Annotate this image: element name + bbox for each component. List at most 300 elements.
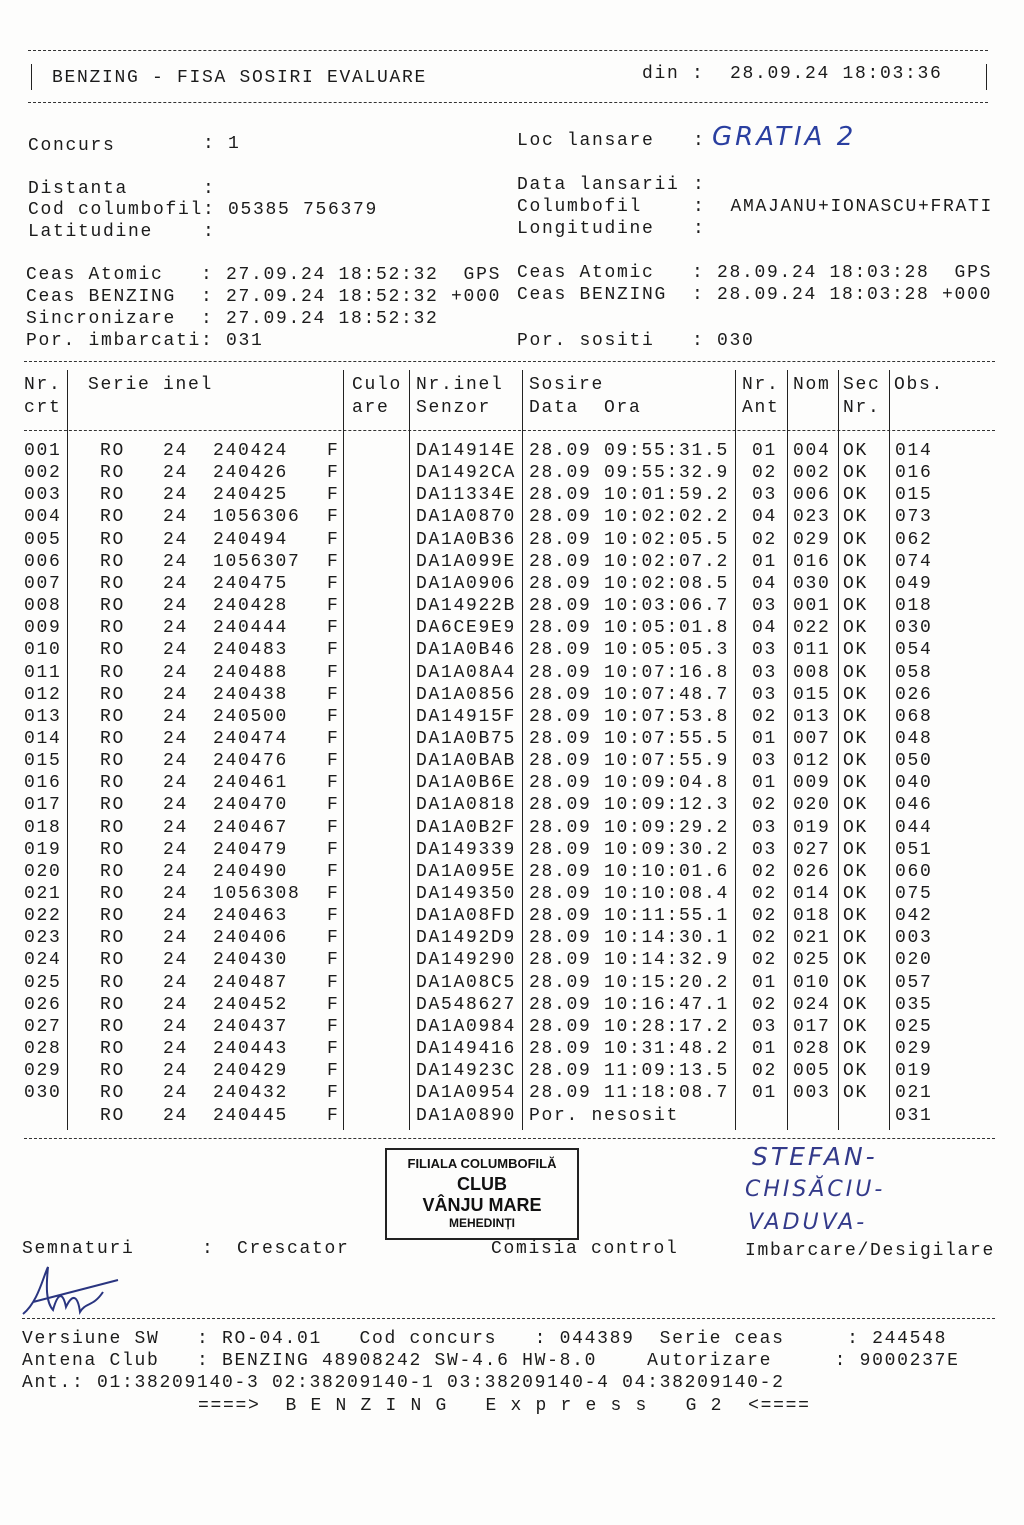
cell-antenna: 02 xyxy=(752,463,778,484)
cell-time: 10:16:47.1 xyxy=(604,994,730,1015)
cell-sex: F xyxy=(327,817,340,838)
header-right-border xyxy=(986,64,987,90)
cell-sec: OK xyxy=(843,994,869,1015)
cell-nom: 029 xyxy=(793,529,831,550)
data-lansarii-label: Data lansarii xyxy=(517,175,680,195)
cell-ring-number: 240428 xyxy=(213,596,289,617)
cell-country: RO xyxy=(100,1105,126,1126)
cell-sec: OK xyxy=(843,861,869,882)
cell-sex: F xyxy=(327,441,340,461)
din-label: din : xyxy=(642,64,705,84)
cell-ring-number: 240429 xyxy=(213,1061,289,1082)
cell-sec: OK xyxy=(843,640,869,661)
col-culoare: Culo xyxy=(352,375,403,395)
cell-sex: F xyxy=(327,839,340,860)
cell-year: 24 xyxy=(163,1083,189,1104)
cell-sensor-id: DA149290 xyxy=(416,950,517,971)
cell-sec: OK xyxy=(843,507,869,528)
cell-nom: 024 xyxy=(793,994,831,1015)
cell-nom: 010 xyxy=(793,972,831,993)
cell-nom: 012 xyxy=(793,751,831,772)
cell-year: 24 xyxy=(163,994,189,1015)
cell-antenna: 02 xyxy=(752,884,778,904)
loc-lansare-handwritten: GRATIA 2 xyxy=(712,122,857,152)
cell-country: RO xyxy=(100,485,126,506)
cell-date: 28.09 xyxy=(529,972,592,993)
concurs-value: : 1 xyxy=(203,134,241,154)
cell-nom: 007 xyxy=(793,728,831,749)
cell-country: RO xyxy=(100,507,126,528)
column-divider xyxy=(787,370,788,1130)
cell-antenna: 04 xyxy=(752,573,778,594)
cell-nom: 004 xyxy=(793,441,831,461)
cell-antenna: 03 xyxy=(752,640,778,661)
cell-ring-number: 240452 xyxy=(213,994,289,1015)
cell-sex: F xyxy=(327,485,340,506)
imbarcare-desigilare-label: Imbarcare/Desigilare xyxy=(745,1241,996,1261)
cell-date: 28.09 xyxy=(529,994,592,1015)
cell-nr-crt: 029 xyxy=(24,1061,62,1082)
cell-sec: OK xyxy=(843,573,869,594)
cell-time: 10:02:08.5 xyxy=(604,573,730,594)
cell-sec: OK xyxy=(843,1016,869,1037)
table-header-rule xyxy=(24,430,995,431)
cell-time: 10:05:05.3 xyxy=(604,640,730,661)
cell-year: 24 xyxy=(163,706,189,727)
cell-obs: 075 xyxy=(895,884,933,904)
col-nom: Nom xyxy=(793,375,831,395)
cell-antenna: 04 xyxy=(752,618,778,639)
cell-ring-number: 240483 xyxy=(213,640,289,661)
cell-sex: F xyxy=(327,706,340,727)
cell-date: 28.09 xyxy=(529,1039,592,1060)
cell-antenna: 04 xyxy=(752,507,778,528)
cell-nom: 026 xyxy=(793,861,831,882)
cell-country: RO xyxy=(100,928,126,949)
cell-antenna: 02 xyxy=(752,994,778,1015)
cell-obs: 048 xyxy=(895,728,933,749)
cell-year: 24 xyxy=(163,1016,189,1037)
cell-nom: 017 xyxy=(793,1016,831,1037)
cell-antenna: 02 xyxy=(752,906,778,927)
cell-country: RO xyxy=(100,1039,126,1060)
ceas-atomic-left: Ceas Atomic : 27.09.24 18:52:32 GPS xyxy=(26,265,502,285)
concurs-label: Concurs xyxy=(28,136,116,156)
cell-nom: 013 xyxy=(793,706,831,727)
header-bottom-rule xyxy=(28,102,988,103)
cell-sex: F xyxy=(327,573,340,594)
cell-nr-crt: 015 xyxy=(24,751,62,772)
cell-sensor-id: DA1A0B6E xyxy=(416,773,517,794)
footer-rule xyxy=(22,1318,995,1319)
cell-country: RO xyxy=(100,640,126,661)
footer-banner: ====> B E N Z I N G E x p r e s s G 2 <==== xyxy=(198,1396,811,1416)
cell-sensor-id: DA1A0B2F xyxy=(416,817,517,838)
cell-sec: OK xyxy=(843,773,869,794)
cell-obs: 025 xyxy=(895,1016,933,1037)
col-sec-nr: Nr. xyxy=(843,398,881,418)
cell-nr-crt: 010 xyxy=(24,640,62,661)
cell-time: 10:07:55.9 xyxy=(604,751,730,772)
cell-sensor-id: DA14923C xyxy=(416,1061,517,1082)
cell-country: RO xyxy=(100,751,126,772)
cell-sec: OK xyxy=(843,950,869,971)
cell-date: 28.09 xyxy=(529,906,592,927)
cell-ring-number: 240430 xyxy=(213,950,289,971)
cell-time: 10:11:55.1 xyxy=(604,906,730,927)
cell-year: 24 xyxy=(163,463,189,484)
cell-nr-crt: 018 xyxy=(24,817,62,838)
cell-obs: 040 xyxy=(895,773,933,794)
cell-nom: 028 xyxy=(793,1039,831,1060)
cell-nr-crt: 030 xyxy=(24,1083,62,1104)
document-title: BENZING - FISA SOSIRI EVALUARE xyxy=(52,68,428,88)
cell-time: 10:09:30.2 xyxy=(604,839,730,860)
cell-year: 24 xyxy=(163,485,189,506)
cell-ring-number: 240437 xyxy=(213,1016,289,1037)
cell-time: 10:14:32.9 xyxy=(604,950,730,971)
cell-antenna: 03 xyxy=(752,817,778,838)
cell-date: 28.09 xyxy=(529,928,592,949)
cell-sensor-id: DA149350 xyxy=(416,884,517,904)
cell-time: 10:07:53.8 xyxy=(604,706,730,727)
cell-sensor-id: DA1A08FD xyxy=(416,906,517,927)
semnaturi-colon: : xyxy=(202,1239,215,1259)
cell-nr-crt: 007 xyxy=(24,573,62,594)
cell-nr-crt: 001 xyxy=(24,441,62,461)
cell-country: RO xyxy=(100,529,126,550)
cell-nr-crt: 004 xyxy=(24,507,62,528)
cell-sex: F xyxy=(327,551,340,572)
cell-sec: OK xyxy=(843,795,869,816)
ceas-benzing-left: Ceas BENZING : 27.09.24 18:52:32 +000 xyxy=(26,287,502,307)
cell-antenna: 01 xyxy=(752,1083,778,1104)
cell-sec: OK xyxy=(843,839,869,860)
cell-antenna: 01 xyxy=(752,773,778,794)
cell-nr-crt: 003 xyxy=(24,485,62,506)
cell-ring-number: 240425 xyxy=(213,485,289,506)
footer-antena: Antena Club : BENZING 48908242 SW-4.6 HW-8.0 Autorizare : 9000237E xyxy=(22,1351,960,1371)
cell-antenna: 02 xyxy=(752,1061,778,1082)
cell-ring-number: 240444 xyxy=(213,618,289,639)
cell-sex: F xyxy=(327,596,340,617)
cell-sex: F xyxy=(327,1016,340,1037)
cell-date: 28.09 xyxy=(529,507,592,528)
cell-time: 10:02:07.2 xyxy=(604,551,730,572)
cell-year: 24 xyxy=(163,573,189,594)
cell-sensor-id: DA14915F xyxy=(416,706,517,727)
cell-date: 28.09 xyxy=(529,773,592,794)
col-crt: crt xyxy=(24,398,62,418)
cell-year: 24 xyxy=(163,884,189,904)
cell-nom: 009 xyxy=(793,773,831,794)
cell-antenna: 03 xyxy=(752,596,778,617)
cell-sex: F xyxy=(327,795,340,816)
cell-ring-number: 240479 xyxy=(213,839,289,860)
cell-obs: 035 xyxy=(895,994,933,1015)
cell-sensor-id: DA149416 xyxy=(416,1039,517,1060)
cell-date: 28.09 xyxy=(529,817,592,838)
cell-sex: F xyxy=(327,507,340,528)
loc-lansare-colon: : xyxy=(693,131,706,151)
cell-obs: 030 xyxy=(895,618,933,639)
cell-sensor-id: DA14922B xyxy=(416,596,517,617)
cell-sec: OK xyxy=(843,1083,869,1104)
cell-obs: 046 xyxy=(895,795,933,816)
cell-nom: 003 xyxy=(793,1083,831,1104)
cell-antenna: 01 xyxy=(752,972,778,993)
cell-nom: 019 xyxy=(793,817,831,838)
por-imbarcati: Por. imbarcati: 031 xyxy=(26,331,264,351)
cell-year: 24 xyxy=(163,861,189,882)
cell-time: 10:09:04.8 xyxy=(604,773,730,794)
cell-time: 10:07:16.8 xyxy=(604,662,730,683)
cell-country: RO xyxy=(100,950,126,971)
cell-ring-number: 1056308 xyxy=(213,884,301,904)
cell-sex: F xyxy=(327,1105,340,1126)
cell-sensor-id: DA1492CA xyxy=(416,463,517,484)
cell-antenna: 01 xyxy=(752,441,778,461)
comisia-control-label: Comisia control xyxy=(491,1239,679,1259)
cell-antenna: 01 xyxy=(752,728,778,749)
cell-obs: 050 xyxy=(895,751,933,772)
cell-sec: OK xyxy=(843,906,869,927)
cell-time: 10:03:06.7 xyxy=(604,596,730,617)
cell-sensor-id: DA1A0818 xyxy=(416,795,517,816)
cell-sex: F xyxy=(327,906,340,927)
cell-obs: 058 xyxy=(895,662,933,683)
cell-country: RO xyxy=(100,773,126,794)
cell-ring-number: 240487 xyxy=(213,972,289,993)
loc-lansare-label: Loc lansare xyxy=(517,131,655,151)
cell-ring-number: 240500 xyxy=(213,706,289,727)
cell-ring-number: 240494 xyxy=(213,529,289,550)
cell-year: 24 xyxy=(163,1105,189,1126)
cell-sec: OK xyxy=(843,884,869,904)
footer-ant: Ant.: 01:38209140-3 02:38209140-1 03:38209140-4 04:38209140-2 xyxy=(22,1373,785,1393)
cell-obs: 074 xyxy=(895,551,933,572)
cell-sensor-id: DA1A08A4 xyxy=(416,662,517,683)
cell-obs: 054 xyxy=(895,640,933,661)
cell-nr-crt: 006 xyxy=(24,551,62,572)
cell-sensor-id: DA1A0B75 xyxy=(416,728,517,749)
cell-ring-number: 240406 xyxy=(213,928,289,949)
cell-sensor-id: DA11334E xyxy=(416,485,517,506)
cell-year: 24 xyxy=(163,551,189,572)
cell-obs: 060 xyxy=(895,861,933,882)
cell-sex: F xyxy=(327,684,340,705)
data-lansarii-value: : xyxy=(693,175,706,195)
cell-ring-number: 240488 xyxy=(213,662,289,683)
cell-country: RO xyxy=(100,706,126,727)
cell-year: 24 xyxy=(163,817,189,838)
cell-sex: F xyxy=(327,640,340,661)
cell-date: 28.09 xyxy=(529,662,592,683)
cell-year: 24 xyxy=(163,928,189,949)
cell-country: RO xyxy=(100,618,126,639)
cell-date: 28.09 xyxy=(529,640,592,661)
cell-nr-crt: 024 xyxy=(24,950,62,971)
cell-ring-number: 240438 xyxy=(213,684,289,705)
cell-date: 28.09 xyxy=(529,839,592,860)
cell-nr-crt: 014 xyxy=(24,728,62,749)
cell-nom: 022 xyxy=(793,618,831,639)
cell-date: 28.09 xyxy=(529,706,592,727)
cell-nr-crt: 008 xyxy=(24,596,62,617)
cell-nr-crt: 005 xyxy=(24,529,62,550)
cell-time: 10:07:55.5 xyxy=(604,728,730,749)
cell-nr-crt: 013 xyxy=(24,706,62,727)
cell-ring-number: 240424 xyxy=(213,441,289,461)
cell-sec: OK xyxy=(843,529,869,550)
cell-ring-number: 240426 xyxy=(213,463,289,484)
cell-sec: OK xyxy=(843,706,869,727)
cell-nom: 023 xyxy=(793,507,831,528)
cell-country: RO xyxy=(100,861,126,882)
cell-antenna: 03 xyxy=(752,662,778,683)
cell-sex: F xyxy=(327,1061,340,1082)
cell-sensor-id: DA1A0856 xyxy=(416,684,517,705)
cell-sec: OK xyxy=(843,1061,869,1082)
cell-country: RO xyxy=(100,728,126,749)
cell-date: Por. nesosit xyxy=(529,1105,680,1126)
cell-obs: 031 xyxy=(895,1105,933,1126)
column-divider xyxy=(889,370,890,1130)
cell-obs: 062 xyxy=(895,529,933,550)
cell-obs: 029 xyxy=(895,1039,933,1060)
cell-obs: 044 xyxy=(895,817,933,838)
cell-nr-crt: 019 xyxy=(24,839,62,860)
cell-year: 24 xyxy=(163,1061,189,1082)
cell-year: 24 xyxy=(163,751,189,772)
col-sec: Sec xyxy=(843,375,881,395)
cell-ring-number: 240467 xyxy=(213,817,289,838)
cell-year: 24 xyxy=(163,640,189,661)
cell-country: RO xyxy=(100,1083,126,1104)
cell-sensor-id: DA1A0B36 xyxy=(416,529,517,550)
cell-sensor-id: DA548627 xyxy=(416,994,517,1015)
cell-ring-number: 240476 xyxy=(213,751,289,772)
cell-country: RO xyxy=(100,817,126,838)
cell-obs: 014 xyxy=(895,441,933,461)
cell-sensor-id: DA1A0890 xyxy=(416,1105,517,1126)
cell-obs: 068 xyxy=(895,706,933,727)
cell-sex: F xyxy=(327,773,340,794)
cell-country: RO xyxy=(100,441,126,461)
cell-sec: OK xyxy=(843,928,869,949)
cell-date: 28.09 xyxy=(529,596,592,617)
cell-ring-number: 1056306 xyxy=(213,507,301,528)
cell-date: 28.09 xyxy=(529,441,592,461)
cell-nom: 014 xyxy=(793,884,831,904)
col-senzor: Senzor xyxy=(416,398,492,418)
cell-nr-crt: 017 xyxy=(24,795,62,816)
crescator-label: Crescator xyxy=(237,1239,350,1259)
longitudine-value: : xyxy=(693,219,706,239)
cell-nom: 027 xyxy=(793,839,831,860)
cell-country: RO xyxy=(100,463,126,484)
cell-country: RO xyxy=(100,839,126,860)
cell-antenna: 03 xyxy=(752,485,778,506)
cell-sex: F xyxy=(327,662,340,683)
cell-time: 10:07:48.7 xyxy=(604,684,730,705)
cell-year: 24 xyxy=(163,684,189,705)
cell-date: 28.09 xyxy=(529,1061,592,1082)
cell-time: 11:18:08.7 xyxy=(604,1083,730,1104)
cell-nr-crt: 011 xyxy=(24,662,62,683)
cell-country: RO xyxy=(100,662,126,683)
col-sosire: Sosire xyxy=(529,375,605,395)
cell-nr-crt: 021 xyxy=(24,884,62,904)
cell-antenna: 03 xyxy=(752,751,778,772)
cell-nr-crt: 023 xyxy=(24,928,62,949)
cell-country: RO xyxy=(100,972,126,993)
cell-country: RO xyxy=(100,906,126,927)
cell-ring-number: 240474 xyxy=(213,728,289,749)
column-divider xyxy=(67,370,68,1130)
cell-date: 28.09 xyxy=(529,861,592,882)
latitudine-label: Latitudine xyxy=(28,222,154,242)
cell-obs: 020 xyxy=(895,950,933,971)
cell-ring-number: 240443 xyxy=(213,1039,289,1060)
cell-sex: F xyxy=(327,463,340,484)
cell-time: 10:02:05.5 xyxy=(604,529,730,550)
cell-time: 10:10:01.6 xyxy=(604,861,730,882)
cell-date: 28.09 xyxy=(529,463,592,484)
cell-country: RO xyxy=(100,994,126,1015)
cell-sec: OK xyxy=(843,817,869,838)
cell-sec: OK xyxy=(843,972,869,993)
signature-stefan: STEFAN- xyxy=(752,1142,878,1171)
cell-nr-crt: 027 xyxy=(24,1016,62,1037)
cell-time: 11:09:13.5 xyxy=(604,1061,730,1082)
cell-country: RO xyxy=(100,684,126,705)
cod-columbofil-value: 05385 756379 xyxy=(228,200,379,220)
cell-time: 10:10:08.4 xyxy=(604,884,730,904)
cell-obs: 073 xyxy=(895,507,933,528)
col-nr-ant: Nr. xyxy=(742,375,780,395)
cell-sec: OK xyxy=(843,684,869,705)
cell-sec: OK xyxy=(843,596,869,617)
column-divider xyxy=(522,370,523,1130)
ceas-benzing-right: Ceas BENZING : 28.09.24 18:03:28 +000 xyxy=(517,285,993,305)
table-top-rule xyxy=(24,361,995,362)
cell-sex: F xyxy=(327,751,340,772)
cell-year: 24 xyxy=(163,839,189,860)
cell-sex: F xyxy=(327,950,340,971)
cell-year: 24 xyxy=(163,1039,189,1060)
columbofil-value: : AMAJANU+IONASCU+FRATI xyxy=(693,197,994,217)
cell-antenna: 01 xyxy=(752,551,778,572)
cell-date: 28.09 xyxy=(529,485,592,506)
col-culoare-2: are xyxy=(352,398,390,418)
cell-antenna: 03 xyxy=(752,684,778,705)
cell-sec: OK xyxy=(843,662,869,683)
cell-time: 10:01:59.2 xyxy=(604,485,730,506)
cell-antenna: 02 xyxy=(752,529,778,550)
cell-sex: F xyxy=(327,728,340,749)
cell-nr-crt: 022 xyxy=(24,906,62,927)
latitudine-value: : xyxy=(203,222,216,242)
cell-sensor-id: DA6CE9E9 xyxy=(416,618,517,639)
cell-antenna: 02 xyxy=(752,928,778,949)
cell-ring-number: 240475 xyxy=(213,573,289,594)
cell-date: 28.09 xyxy=(529,684,592,705)
cell-sex: F xyxy=(327,529,340,550)
cell-date: 28.09 xyxy=(529,795,592,816)
cell-nom: 020 xyxy=(793,795,831,816)
cell-antenna: 02 xyxy=(752,706,778,727)
